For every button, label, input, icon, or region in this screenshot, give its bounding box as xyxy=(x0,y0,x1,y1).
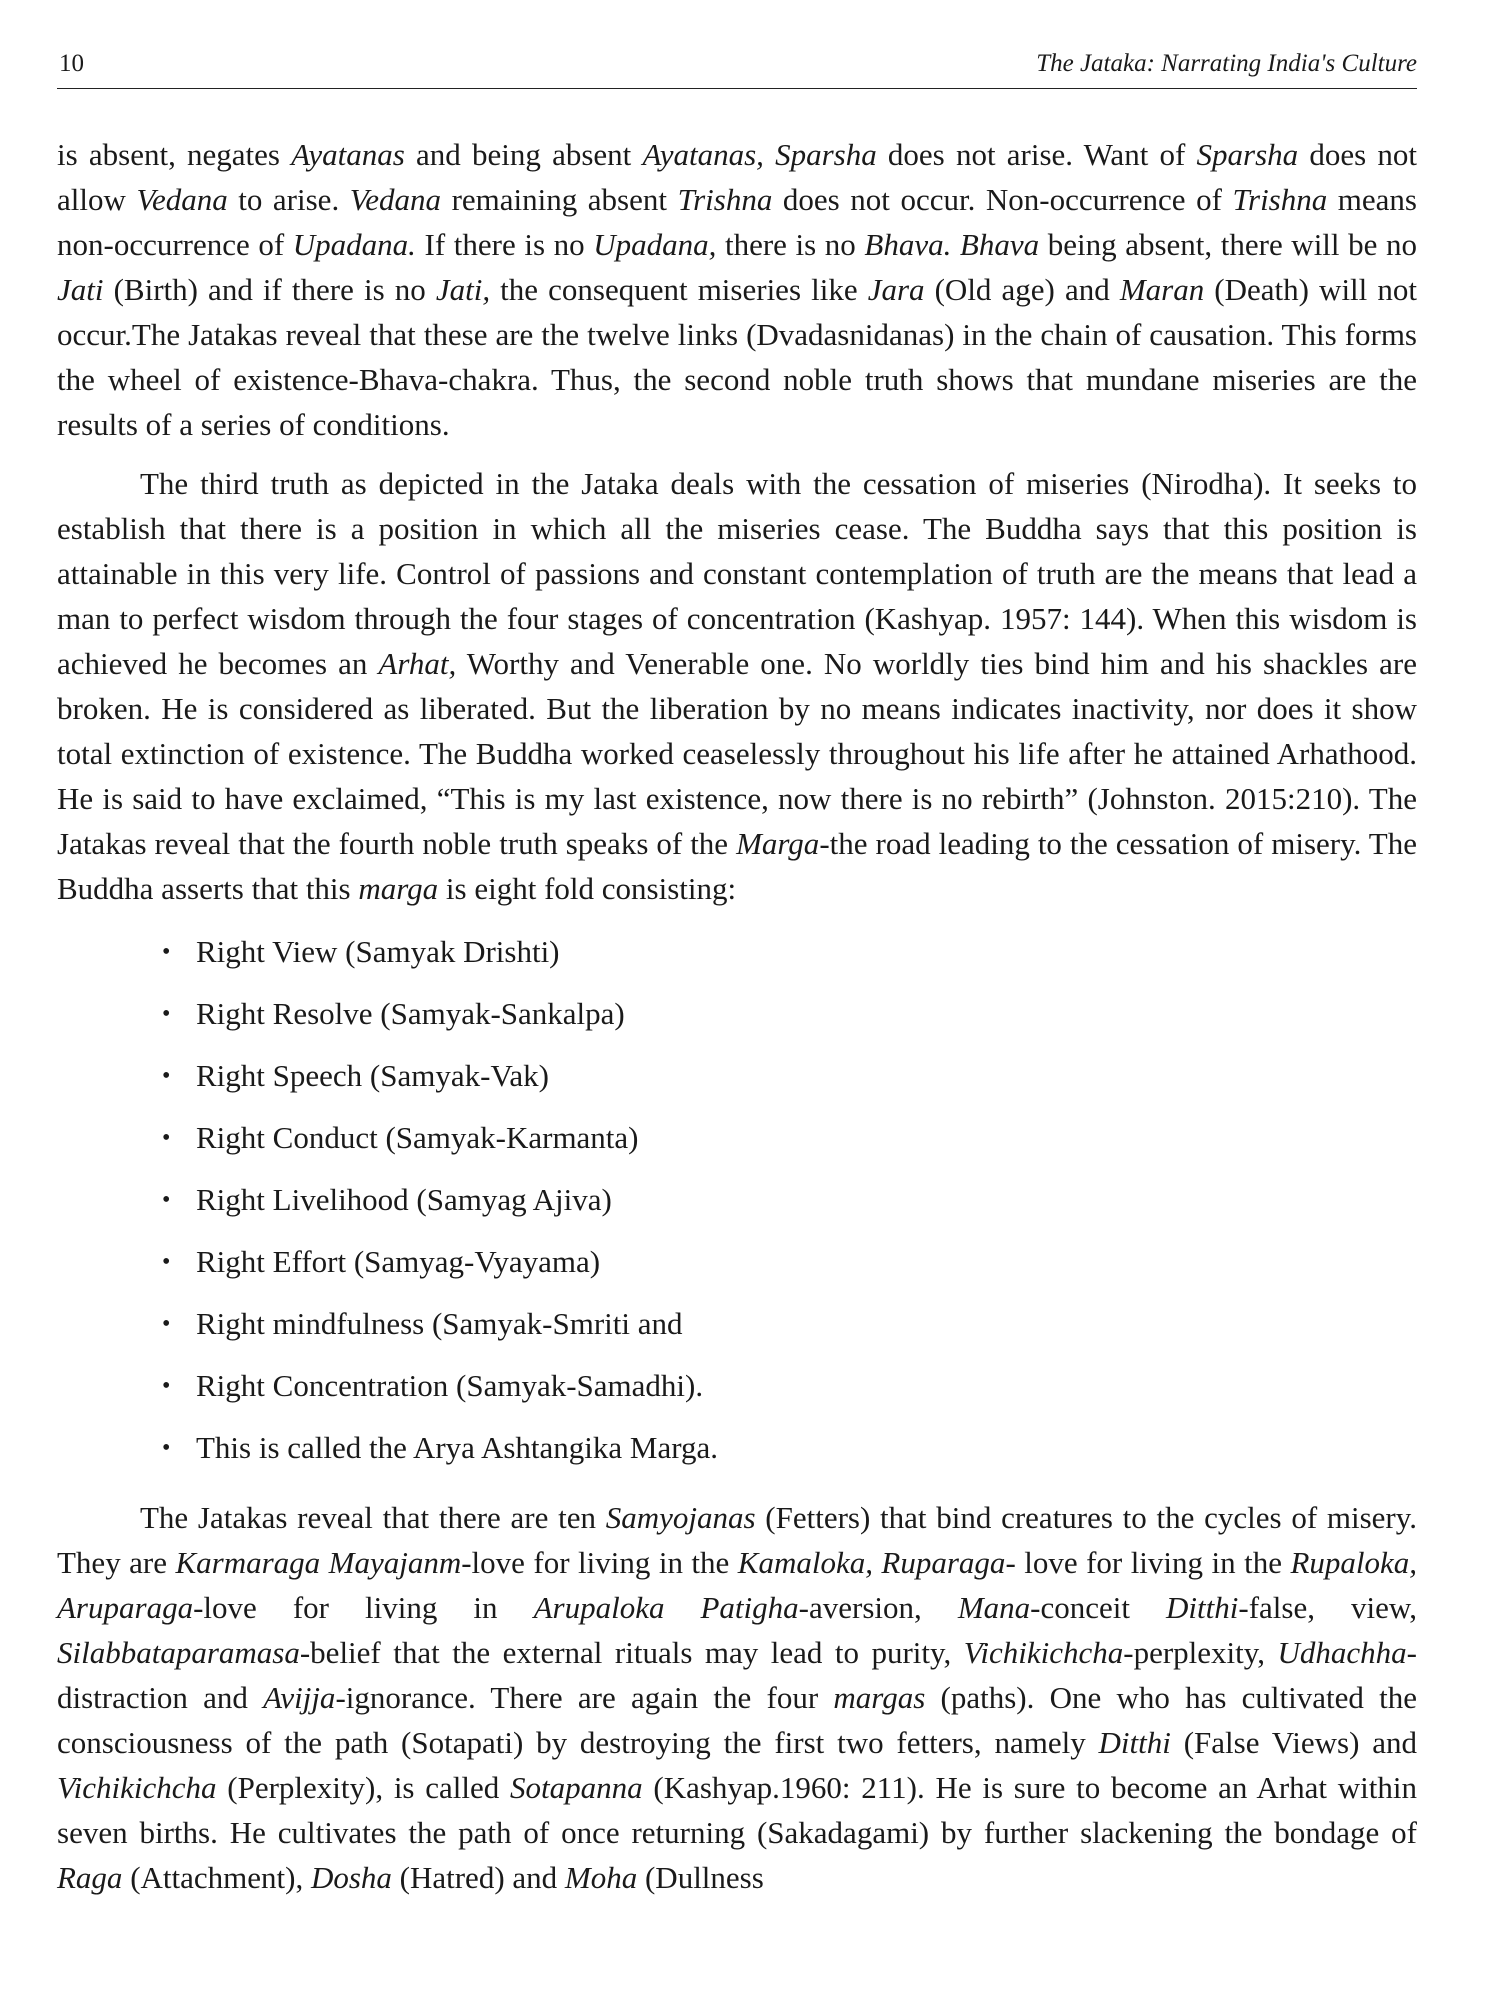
text-run: If there is no xyxy=(415,227,594,262)
italic-term: Vedana xyxy=(349,182,442,217)
text-run: is absent, negates xyxy=(57,137,292,172)
text-run: -perplexity, xyxy=(1123,1635,1278,1670)
text-run: (Fetters) that bind creatures to the cycles of misery. They are xyxy=(57,1500,1417,1580)
text-run: the consequent miseries like xyxy=(490,272,868,307)
eightfold-path-list xyxy=(57,921,1417,1479)
list-item: • Right Resolve (Samyak-Sankalpa) xyxy=(162,983,1417,1045)
text-run: -aversion, xyxy=(798,1590,958,1625)
text-run: to arise. xyxy=(227,182,350,217)
italic-term: Sotapanna xyxy=(510,1770,643,1805)
text-run: does not occur. Non-occurrence of xyxy=(772,182,1233,217)
italic-term: Vedana xyxy=(136,182,228,217)
italic-term: Rupaloka, Aruparaga xyxy=(57,1545,1417,1625)
list-item: • This is called the Arya Ashtangika Marga. xyxy=(162,1417,1417,1479)
text-run: -conceit xyxy=(1030,1590,1167,1625)
italic-term: Jara xyxy=(867,272,925,307)
italic-term: Bhava. Bhava xyxy=(864,227,1040,262)
bullet-icon: • xyxy=(162,1311,171,1337)
text-run: The third truth as depicted in the Jataka deals with the cessation of miseries (Nirodha). It seeks to establish that there is a position in which all the miseries cease. The Buddha says that this position is attainable in this very life. Control of passions and constant contemplation of truth are the means that lead a man to perfect wisdom through the four stages of concentration (Kashyap. 1957: 144). When this wisdom is achieved he becomes an xyxy=(57,466,1417,681)
text-run: and being absent xyxy=(404,137,643,172)
text-run: -false, view, xyxy=(1238,1590,1418,1625)
italic-term: Karmaraga Mayajanm xyxy=(175,1545,462,1580)
page-number: 10 xyxy=(59,50,84,77)
text-run: (Birth) and if there is no xyxy=(103,272,436,307)
text-run: The Jatakas reveal that there are ten xyxy=(140,1500,606,1535)
list-item: • Right Conduct (Samyak-Karmanta) xyxy=(162,1107,1417,1169)
text-run: -the road leading to the cessation of misery. The Buddha asserts that this xyxy=(57,826,1417,906)
italic-term: Arupaloka Patigha xyxy=(533,1590,799,1625)
text-run: (Kashyap.1960: 211). He is sure to become an Arhat within seven births. He cultivates the path of once returning (Sakadagami) by further slackening the bondage of xyxy=(57,1770,1417,1850)
text-run: (False Views) and xyxy=(1170,1725,1417,1760)
text-run: (Hatred) and xyxy=(391,1860,565,1895)
bullet-icon: • xyxy=(162,1249,171,1275)
text-run: does not arise. Want of xyxy=(876,137,1197,172)
text-run: (Old age) and xyxy=(924,272,1120,307)
bullet-icon: • xyxy=(162,1063,171,1089)
text-run: is eight fold consisting: xyxy=(438,871,737,906)
italic-term: Jati xyxy=(57,272,104,307)
list-item: • Right Livelihood (Samyag Ajiva) xyxy=(162,1169,1417,1231)
text-run: -ignorance. There are again the four xyxy=(335,1680,834,1715)
text-run: (Death) will not occur.The Jatakas reveal that these are the twelve links (Dvadasnidanas) in the chain of causation. This forms the wheel of existence-Bhava-chakra. Thus, the second noble truth shows that mundane miseries are the results of a series of conditions. xyxy=(57,272,1417,442)
bullet-icon: • xyxy=(162,1125,171,1151)
bullet-icon: • xyxy=(162,1373,171,1399)
italic-term: Udhachha xyxy=(1277,1635,1407,1670)
bullet-icon: • xyxy=(162,1435,171,1461)
text-run: there is no xyxy=(716,227,865,262)
italic-term: Ayatanas xyxy=(291,137,405,172)
italic-term: Trishna xyxy=(1232,182,1328,217)
text-run: being absent, there will be no xyxy=(1039,227,1417,262)
text-run: means non-occurrence of xyxy=(57,182,1417,262)
running-header xyxy=(57,46,1417,89)
list-item: • Right Concentration (Samyak-Samadhi). xyxy=(162,1355,1417,1417)
italic-term: Samyojanas xyxy=(605,1500,756,1535)
text-run: (paths). One who has cultivated the consciousness of the path (Sotapati) by destroying the first two fetters, namely xyxy=(57,1680,1418,1760)
paragraph-samyojanas xyxy=(57,1495,1417,1900)
italic-term: Avijja xyxy=(263,1680,336,1715)
italic-term: Upadana, xyxy=(593,227,717,262)
paragraph-third-fourth-truth xyxy=(57,461,1417,911)
italic-term: Arhat, xyxy=(378,646,457,681)
italic-term: Ayatanas, Sparsha xyxy=(642,137,877,172)
italic-term: Mana xyxy=(957,1590,1031,1625)
italic-term: margas xyxy=(833,1680,926,1715)
list-item: • Right Effort (Samyag-Vyayama) xyxy=(162,1231,1417,1293)
italic-term: Upadana. xyxy=(292,227,416,262)
italic-term: Ditthi xyxy=(1098,1725,1171,1760)
bullet-icon: • xyxy=(162,939,171,965)
text-run: (Perplexity), is called xyxy=(216,1770,510,1805)
italic-term: Dosha xyxy=(310,1860,392,1895)
italic-term: Trishna xyxy=(677,182,773,217)
text-run: -belief that the external rituals may lead to purity, xyxy=(299,1635,964,1670)
italic-term: Jati, xyxy=(435,272,491,307)
list-item: • Right mindfulness (Samyak-Smriti and xyxy=(162,1293,1417,1355)
italic-term: Silabbataparamasa xyxy=(57,1635,300,1670)
italic-term: Moha xyxy=(564,1860,638,1895)
italic-term: Maran xyxy=(1119,272,1205,307)
text-run: - love for living in the xyxy=(1005,1545,1291,1580)
italic-term: Kamaloka, Ruparaga xyxy=(737,1545,1006,1580)
text-run: -distraction and xyxy=(57,1635,1417,1715)
text-run: does not allow xyxy=(57,137,1418,217)
list-item: • Right View (Samyak Drishti) xyxy=(162,921,1417,983)
text-run: -love for living in the xyxy=(461,1545,738,1580)
running-title: The Jataka: Narrating India's Culture xyxy=(1036,50,1417,77)
list-item: • Right Speech (Samyak-Vak) xyxy=(162,1045,1417,1107)
text-run: (Attachment), xyxy=(122,1860,311,1895)
text-run: (Dullness xyxy=(637,1860,764,1895)
italic-term: Vichikichcha xyxy=(963,1635,1124,1670)
paragraph-twelve-links xyxy=(57,132,1417,447)
italic-term: Raga xyxy=(57,1860,123,1895)
text-run: Worthy and Venerable one. No worldly ties bind him and his shackles are broken. He is considered as liberated. But the liberation by no means indicates inactivity, nor does it show total extinction of existence. The Buddha worked ceaselessly throughout his life after he attained Arhathood. He is said to have exclaimed, “This is my last existence, now there is no rebirth” (Johnston. 2015:210). The Jatakas reveal that the fourth noble truth speaks of the xyxy=(57,646,1417,861)
italic-term: Sparsha xyxy=(1196,137,1299,172)
italic-term: Vichikichcha xyxy=(57,1770,217,1805)
italic-term: marga xyxy=(358,871,439,906)
italic-term: Ditthi xyxy=(1166,1590,1239,1625)
bullet-icon: • xyxy=(162,1001,171,1027)
text-run: remaining absent xyxy=(441,182,678,217)
italic-term: Marga xyxy=(736,826,820,861)
page-body xyxy=(57,132,1417,1900)
bullet-icon: • xyxy=(162,1187,171,1213)
text-run: -love for living in xyxy=(193,1590,534,1625)
